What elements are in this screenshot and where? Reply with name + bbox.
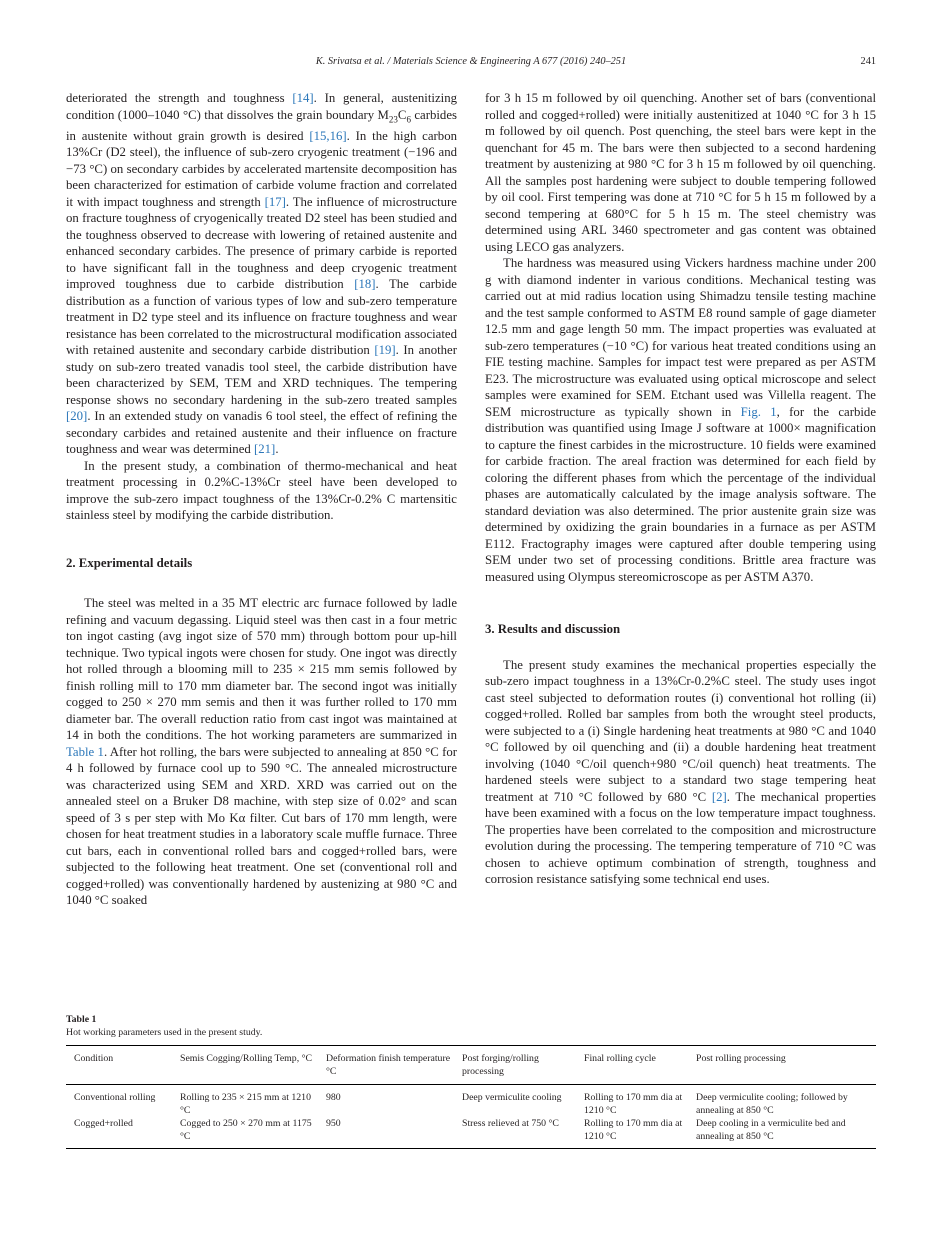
table-label: Table 1 xyxy=(66,1014,97,1025)
table-row xyxy=(66,1085,876,1118)
citation-link[interactable]: [2] xyxy=(711,789,727,804)
table-cell: Conventional rolling xyxy=(74,1092,156,1103)
table-cell: Cogged+rolled xyxy=(66,1117,172,1149)
table-cell: Deep vermiculite cooling; followed by annealing at 850 °C xyxy=(696,1092,848,1116)
paragraph xyxy=(66,458,457,524)
table-header: Deformation finish temperature °C xyxy=(318,1046,454,1085)
page-number: 241 xyxy=(860,56,876,67)
running-header xyxy=(66,56,876,72)
citation-link[interactable]: [20] xyxy=(66,409,88,424)
paragraph xyxy=(66,595,457,909)
text-run: , for the carbide distribution was quantified using Image J software at 1000× magnification to capture the finest carbides in the microstructure. 10 fields were examined for carbide fraction. The areal fraction was determined for each field by coloring the different phases from which the percentage of the individual phases are automatically calculated by the image analysis software. The standard deviation was also determined. The prior austenite grain size was determined by oxidizing the grain boundaries in a furnace as per ASTM E112. Fractography images were captured after double tempering using SEM under two set of processing conditions. Brittle area fracture was measured using Olympus stereomicroscope as per ASTM A370. xyxy=(485,404,876,584)
text-run: In the present study, a combination of thermo-mechanical and heat treatment processing in 0.2%C-13%Cr steel have been developed to improve the sub-zero impact toughness of the 13%Cr-0.2% C martensitic stainless steel by modifying the carbide distribution. xyxy=(66,458,457,523)
subscript: 23 xyxy=(388,114,398,125)
text-run: . In another study on sub-zero treated vanadis tool steel, the carbide distribution have been characterized by SEM, TEM and XRD techniques. The tempering response shows no secondary hardening in the sub-zero treated samples xyxy=(66,343,457,407)
table-header: Final rolling cycle xyxy=(576,1046,688,1085)
table-header: Condition xyxy=(66,1046,172,1085)
text-run: The hardness was measured using Vickers hardness machine under 200 g with diamond indenter in various conditions. Mechanical testing was carried out at mid radius location using Shimadzu tensile testing machine and the test sample conformed to ASTM E8 round sample of gage diameter 12.5 mm and gage length 50 mm. The impact properties was evaluated at sub-zero temperatures (−10 °C) for various heat treated conditions using an FIE testing machine. Samples for impact test were prepared as per ASTM E23. The microstructure was evaluated using optical microscope and select samples were examined for SEM. Etchant used was Villella reagent. The SEM microstructure as typically shown in xyxy=(485,256,876,419)
paragraph xyxy=(485,255,876,585)
text-run: . The influence of microstructure on fracture toughness of cryogenically treated D2 steel has been studied and the toughness observed to decrease with lowering of retained austenite and enhanced secondary carbides. The presence of primary carbide is reported to have significant fall in the toughness and deep cryogenic treatment improved toughness due to carbide distribution xyxy=(66,194,457,292)
section-heading: 2. Experimental details xyxy=(66,555,193,570)
table-caption xyxy=(66,1013,876,1039)
citation-link[interactable]: [19] xyxy=(374,343,396,358)
text-run: deteriorated the strength and toughness xyxy=(66,91,293,105)
text-run: C xyxy=(397,107,407,122)
section-heading: 3. Results and discussion xyxy=(485,622,621,636)
table-cell: 950 xyxy=(318,1117,454,1149)
text-run: for 3 h 15 m followed by oil quenching. Another set of bars (conventional rolled and cogged+rolled) were initially austenitized at 1040 °C for 3 h 15 m followed by oil quench. Post quenching, the steel bars were kept in the quenchant for 45 m. The bars were then subjected to a second hardening treatment by austenizing at 980 °C for 3 h 15 m followed by oil quenching. All the samples post hardening were subject to double tempering followed by oil cool. First tempering was done at 710 °C for 5 h 15 m followed by a second tempering at 680°C for 5 h 15 m. The steel chemistry was determined using ARL 3460 spectrometer and gas content was obtained using LECO gas analyzers. xyxy=(485,91,876,254)
table-cell: Rolling to 170 mm dia at 1210 °C xyxy=(576,1117,688,1149)
right-column xyxy=(485,90,876,888)
text-run: carbides in austenite without grain growth is desired xyxy=(66,107,457,143)
citation-link[interactable]: [14] xyxy=(292,91,314,105)
text-run: . xyxy=(275,442,279,457)
citation-link[interactable]: [18] xyxy=(354,277,376,292)
citation-link[interactable]: Table 1 xyxy=(66,744,104,759)
table-cell: Deep cooling in a vermiculite bed and annealing at 850 °C xyxy=(688,1117,876,1149)
table-cell: Rolling to 235 × 215 mm at 1210 °C xyxy=(180,1092,311,1116)
text-run: The steel was melted in a 35 MT electric arc furnace followed by ladle refining and vacuum degassing. Liquid steel was then cast in a four metric ton ingot casting (avg ingot size of 570 mm) through bottom pour up-hill technique. Two typical ingots were chosen for study. One ingot was directly hot rolled through a blooming mill to 235 × 215 mm semis followed by finish rolling mill to 170 mm diameter bar. The second ingot was initially cogged to 250 × 270 mm semis and then it was further rolled to 170 mm diameter bar. The overall reduction ratio from cast ingot was maintained at 14 in both the conditions. The hot working parameters are summarized in xyxy=(66,596,457,743)
table-cell: Rolling to 170 mm dia at 1210 °C xyxy=(584,1092,683,1116)
paragraph xyxy=(485,90,876,255)
journal-citation: K. Srivatsa et al. / Materials Science & Engineering A 677 (2016) 240–251 xyxy=(315,56,627,67)
paragraph xyxy=(485,657,876,888)
citation-link[interactable]: [15,16] xyxy=(309,128,347,143)
text-run: . In an extended study on vanadis 6 tool steel, the effect of refining the secondary carbides and retained austenite and their influence on fracture toughness and wear was determined xyxy=(66,409,457,457)
text-run: . In general, austenitizing condition (1000–1040 °C) that dissolves the grain boundary M xyxy=(66,91,457,122)
table-cell: Deep vermiculite cooling xyxy=(462,1092,562,1103)
table-header: Post rolling processing xyxy=(688,1046,876,1085)
text-run: The present study examines the mechanical properties especially the sub-zero impact toughness in a 13%Cr-0.2%C steel. The study uses ingot cast steel subjected to deformation routes (i) conventional hot rolling (ii) cogged+rolled. Rolled bar samples from both the wrought steel products, were subjected to a (i) Single hardening heat treatments at 980 °C and 1040 °C followed by oil quenching and (ii) a double hardening heat treatment involving (1040 °C/oil quench+980 °C/oil quench) heat treatments. The hardened steels were subject to a standard two stage tempering heat treatment at 710 °C followed by 680 °C xyxy=(485,657,876,804)
text-run: . The carbide distribution as a function of various types of low and sub-zero temperature treatment in D2 type steel and its influence on fracture toughness and wear resistance has been correlated to the microstructural modification associated with retained austenite and secondary carbide distribution xyxy=(66,277,457,358)
text-run: . In the high carbon 13%Cr (D2 steel), the influence of sub-zero cryogenic treatment (−196 and −73 °C) on secondary carbides by accelerated martensite decomposition has been characterized for estimation of carbide volume fraction and correlated it with impact toughness and strength xyxy=(66,128,457,209)
table-row xyxy=(66,1117,876,1149)
text-run: . The mechanical properties have been examined with a focus on the low temperature impact toughness. The properties have been correlated to the composition and microstructure evolution during the processing. The tempering temperature of 710 °C was chosen to achieve optimum combination of strength, toughness and corrosion resistance satisfying some technical end uses. xyxy=(485,789,877,886)
citation-link[interactable]: [21] xyxy=(254,442,276,457)
left-column xyxy=(66,90,457,909)
hot-working-table xyxy=(66,1045,876,1149)
text-run: . After hot rolling, the bars were subjected to annealing at 850 °C for 4 h followed by furnace cool up to 590 °C. The annealed microstructure was characterized using SEM and XRD. XRD was carried out on the annealed steel on a Bruker D8 machine, with step size of 0.02° and scan speed of 3 s per step with Mo Kα filter. Cut bars of 170 mm length, were chosen for heat treatment studies in a laboratory scale muffle furnace. Three cut bars, each in conventional rolled bars and cogged+rolled bars, were subjected to the following heat treatment. One set (conventional roll and cogged+rolled) was conventionally hardened by austenizing at 980 °C and 1040 °C soaked xyxy=(66,744,457,908)
citation-link[interactable]: [17] xyxy=(264,194,286,209)
table-caption-text: Hot working parameters used in the present study. xyxy=(66,1027,263,1038)
table-cell: Cogged to 250 × 270 mm at 1175 °C xyxy=(172,1117,318,1149)
paragraph xyxy=(66,90,457,458)
table-header: Post forging/rolling processing xyxy=(454,1046,576,1085)
citation-link[interactable]: Fig. 1 xyxy=(740,404,777,419)
table-cell: Stress relieved at 750 °C xyxy=(454,1117,576,1149)
subscript: 6 xyxy=(406,114,411,125)
table-cell: 980 xyxy=(326,1092,341,1103)
table-header: Semis Cogging/Rolling Temp, °C xyxy=(172,1046,318,1085)
